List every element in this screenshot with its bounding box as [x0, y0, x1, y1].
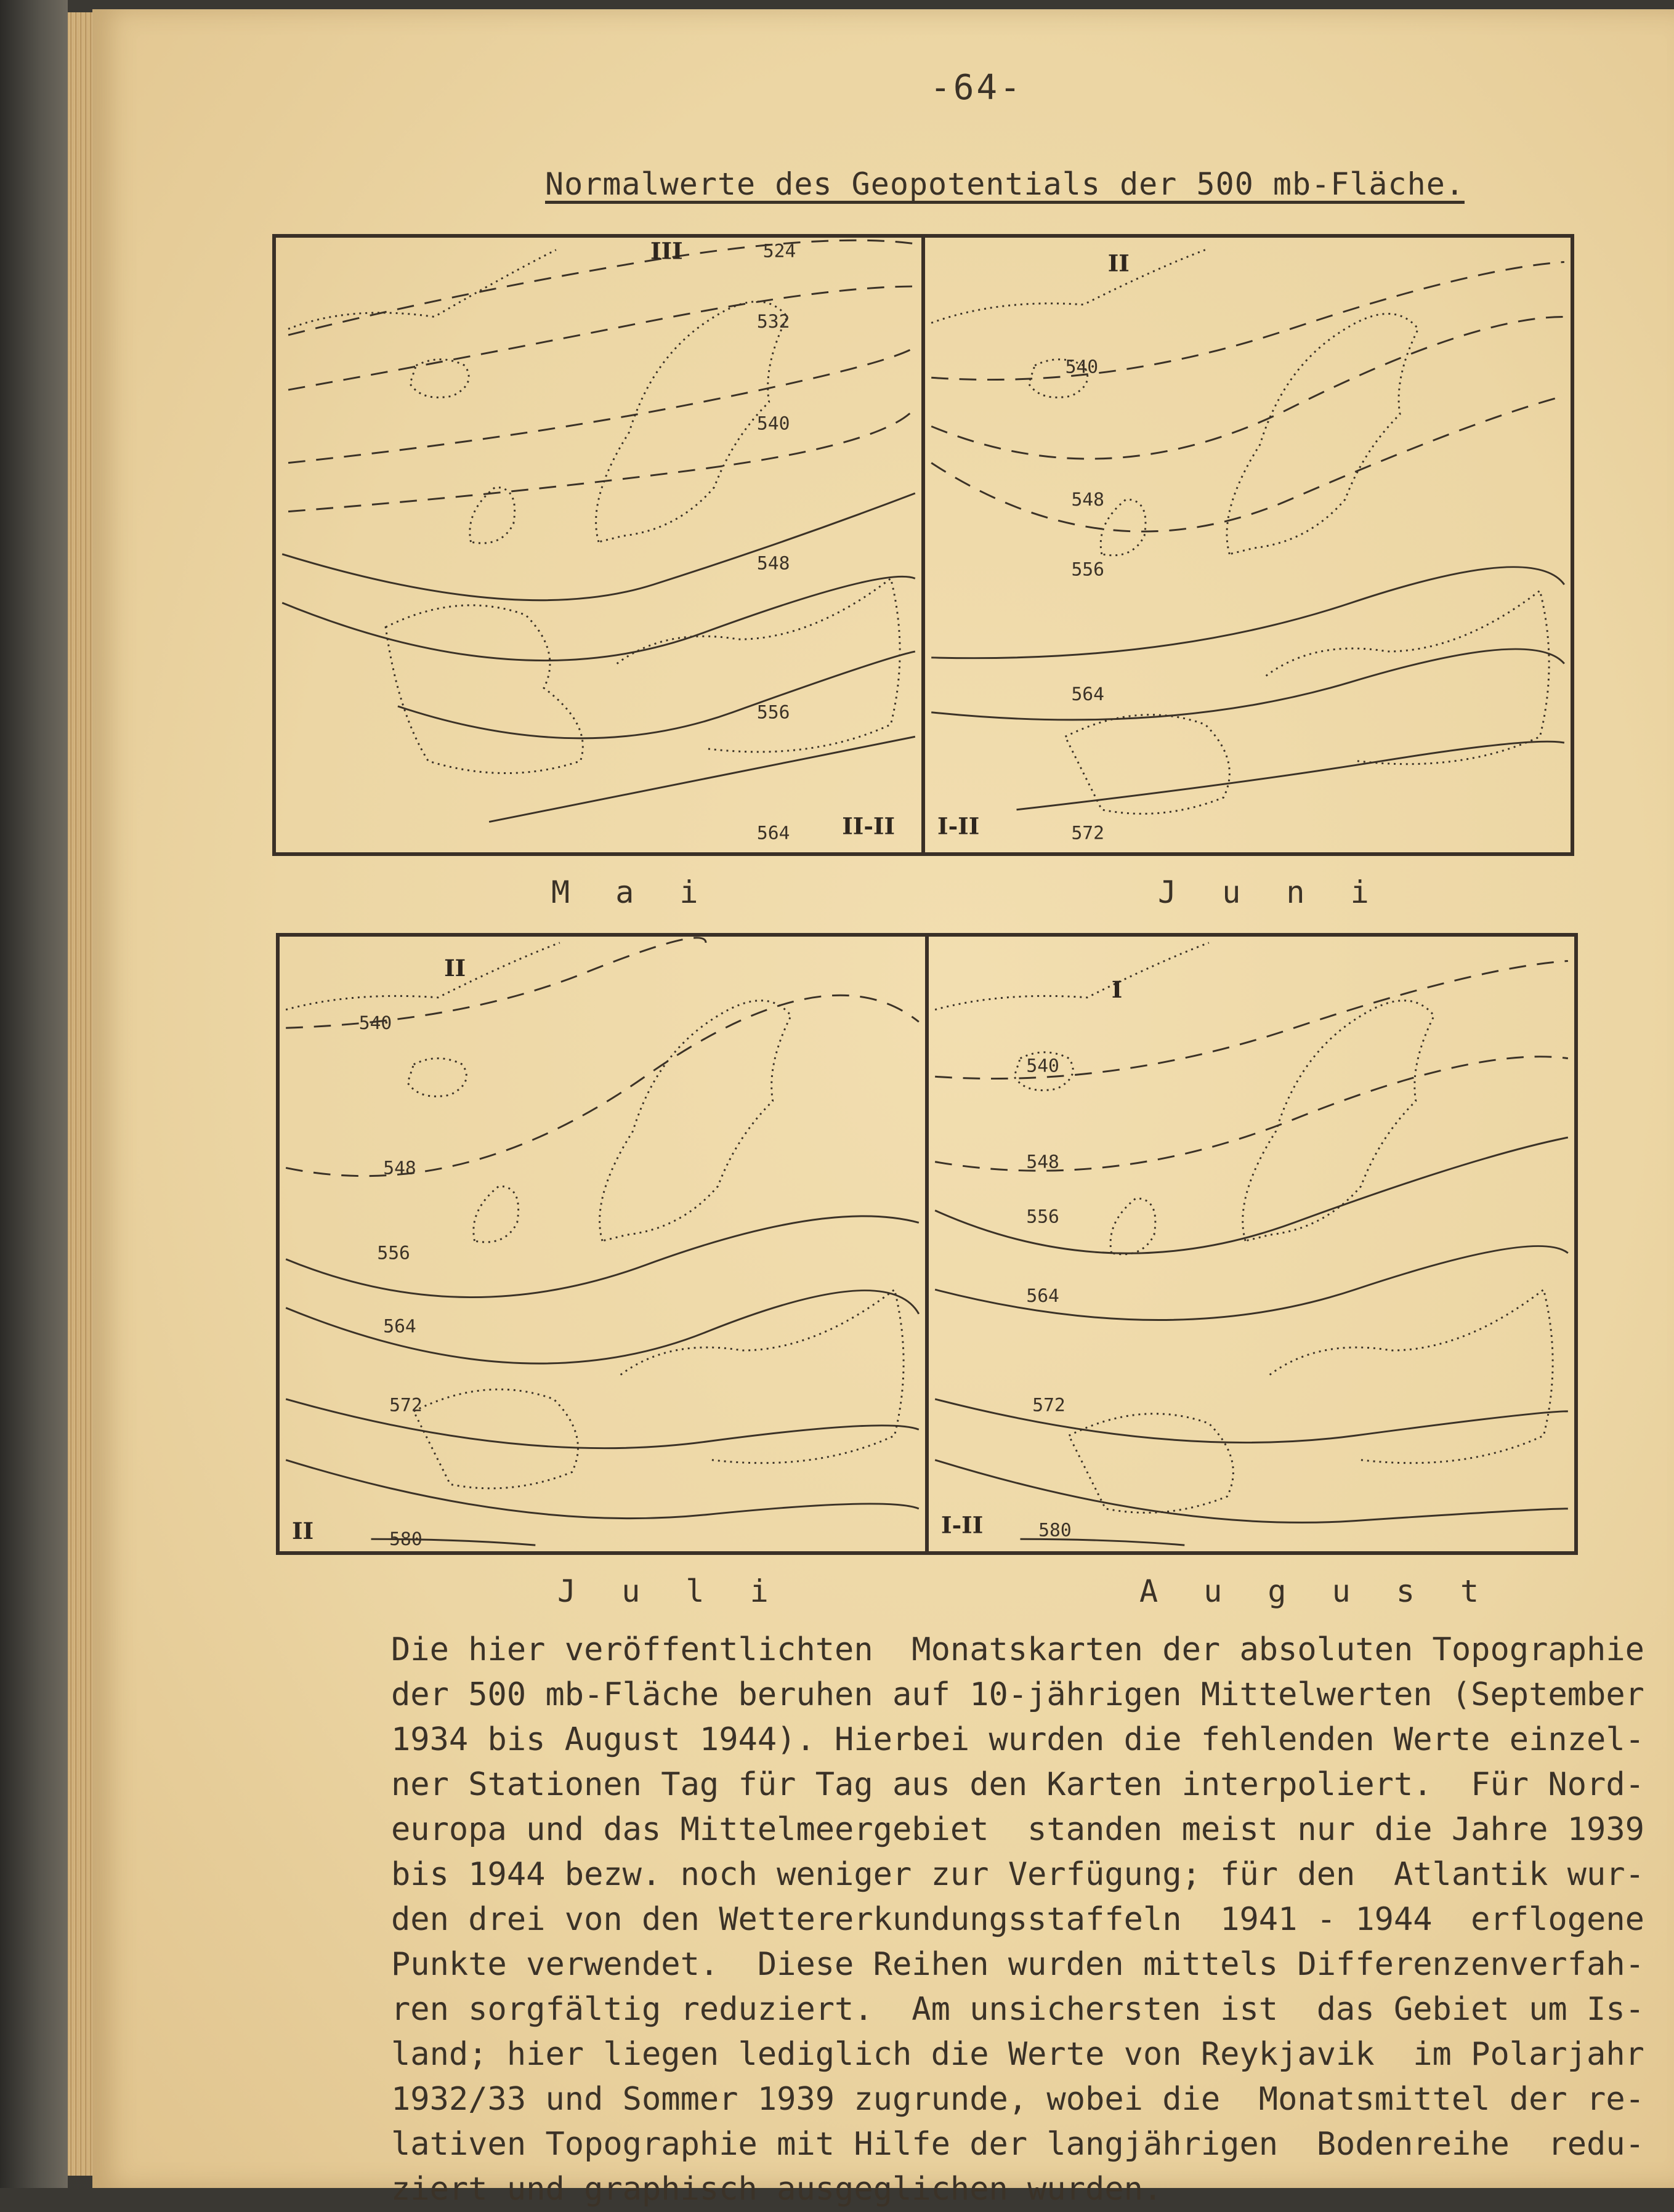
label-564: 564: [1071, 682, 1104, 704]
month-label-august: A u g u s t: [1139, 1573, 1493, 1609]
label-532: 532: [756, 310, 790, 333]
book-cover-edge: [0, 0, 68, 2188]
contour-572: [935, 1399, 1568, 1443]
label-572: 572: [389, 1394, 423, 1416]
page-number: -64-: [930, 68, 1023, 108]
map-juli-chart: [280, 937, 925, 1551]
label-572: 572: [1071, 821, 1104, 844]
marker-mai-1: III: [650, 238, 683, 265]
coast-iberia: [1065, 715, 1230, 814]
contour-564: [489, 737, 915, 821]
coast-britain: [470, 487, 515, 543]
label-564: 564: [756, 821, 790, 844]
label-580: 580: [389, 1528, 423, 1550]
body-line: der 500 mb-Fläche beruhen auf 10-jährigen Mittelwerten (September: [391, 1676, 1644, 1713]
body-line: Punkte verwendet. Diese Reihen wurden mittels Differenzenverfah-: [391, 1946, 1644, 1983]
label-540: 540: [756, 412, 790, 434]
body-line: bis 1944 bezw. noch weniger zur Verfügung; für den Atlantik wur-: [391, 1856, 1644, 1893]
contour-580a: [286, 1460, 919, 1519]
marker-juli-1: II: [444, 955, 466, 982]
coast-central-europe: [1270, 1290, 1553, 1463]
label-548: 548: [383, 1156, 416, 1179]
contour-556a: [282, 576, 915, 660]
contour-580a: [935, 1460, 1568, 1523]
label-556: 556: [1026, 1205, 1059, 1227]
coast-central-europe: [617, 578, 900, 752]
map-august: [925, 933, 1578, 1555]
body-line: 1932/33 und Sommer 1939 zugrunde, wobei die Monatsmittel der re-: [391, 2081, 1644, 2118]
month-label-mai: M a i: [551, 874, 712, 910]
coast-britain: [1110, 1198, 1155, 1254]
map-juni-chart: [925, 238, 1571, 852]
coast-scandinavia: [600, 1001, 791, 1241]
body-line: 1934 bis August 1944). Hierbei wurden die fehlenden Werte einzel-: [391, 1721, 1644, 1758]
body-line: ner Stationen Tag für Tag aus den Karten interpoliert. Für Nord-: [391, 1766, 1644, 1803]
contour-548: [931, 317, 1564, 459]
contour-540: [931, 262, 1564, 380]
map-mai-chart: [276, 238, 921, 852]
label-556: 556: [377, 1241, 410, 1264]
contour-524: [288, 240, 915, 335]
map-august-chart: [929, 937, 1574, 1551]
body-line: lativen Topographie mit Hilfe der langjährigen Bodenreihe redu-: [391, 2126, 1644, 2163]
contour-564: [931, 649, 1564, 720]
contour-548: [282, 493, 915, 600]
contour-556: [398, 652, 915, 738]
contour-556: [931, 396, 1564, 531]
label-564: 564: [383, 1315, 416, 1337]
marker-mai-2: II-II: [842, 812, 896, 840]
body-line: Die hier veröffentlichten Monatskarten der absoluten Topographie: [391, 1631, 1644, 1668]
coast-britain: [1101, 499, 1146, 555]
label-572: 572: [1032, 1394, 1065, 1416]
body-line: europa und das Mittelmeergebiet standen meist nur die Jahre 1939: [391, 1811, 1644, 1848]
month-label-juli: J u l i: [557, 1573, 782, 1609]
map-juni: [921, 234, 1574, 856]
label-556: 556: [756, 701, 790, 723]
marker-august-1: I: [1111, 975, 1123, 1003]
label-524: 524: [762, 240, 796, 262]
month-label-juni: J u n i: [1158, 874, 1383, 910]
coast-central-europe: [621, 1290, 904, 1463]
contour-564: [286, 1291, 919, 1364]
body-paragraph: [391, 1628, 1660, 2212]
coast-scandinavia: [1227, 314, 1418, 554]
contour-540b: [288, 408, 915, 512]
label-564: 564: [1026, 1284, 1059, 1306]
label-548: 548: [1026, 1150, 1059, 1173]
coast-greenland: [931, 250, 1205, 323]
label-556: 556: [1071, 558, 1104, 580]
body-line: den drei von den Wettererkundungsstaffeln 1941 - 1944 erflogene: [391, 1901, 1644, 1938]
coast-greenland: [286, 943, 560, 1010]
coast-greenland: [288, 250, 556, 329]
label-540: 540: [1065, 355, 1099, 377]
contour-572: [286, 1399, 919, 1448]
map-mai: [272, 234, 925, 856]
contour-572: [1017, 741, 1564, 810]
coast-scandinavia: [1243, 1001, 1434, 1241]
label-540: 540: [1026, 1054, 1059, 1076]
contour-532: [288, 286, 915, 390]
label-580: 580: [1038, 1519, 1072, 1541]
marker-august-2: I-II: [941, 1511, 984, 1539]
label-548: 548: [756, 552, 790, 574]
body-line: land; hier liegen lediglich die Werte von Reykjavik im Polarjahr: [391, 2036, 1644, 2073]
coast-iberia: [1069, 1414, 1234, 1513]
marker-juni-2: I-II: [937, 812, 980, 840]
coast-greenland: [935, 943, 1209, 1010]
marker-juli-2: II: [292, 1517, 314, 1545]
label-540: 540: [358, 1012, 392, 1034]
contour-540: [286, 938, 706, 1028]
body-line: ziert und graphisch ausgeglichen wurden.: [391, 2171, 1163, 2208]
marker-juni-1: II: [1107, 249, 1130, 277]
coast-iberia: [414, 1389, 578, 1488]
contour-564a: [931, 567, 1564, 658]
coast-iberia-france: [386, 605, 583, 773]
body-line: ren sorgfältig reduziert. Am unsichersten ist das Gebiet um Is-: [391, 1991, 1644, 2028]
coast-iceland: [408, 1059, 467, 1097]
coast-iceland: [410, 360, 469, 398]
book-page: [92, 9, 1674, 2208]
contour-564: [935, 1246, 1568, 1320]
map-juli: [276, 933, 929, 1555]
page-title: Normalwerte des Geopotentials der 500 mb-Fläche.: [545, 166, 1465, 202]
label-548: 548: [1071, 488, 1104, 510]
contour-540: [288, 347, 915, 463]
coast-britain: [474, 1186, 519, 1242]
